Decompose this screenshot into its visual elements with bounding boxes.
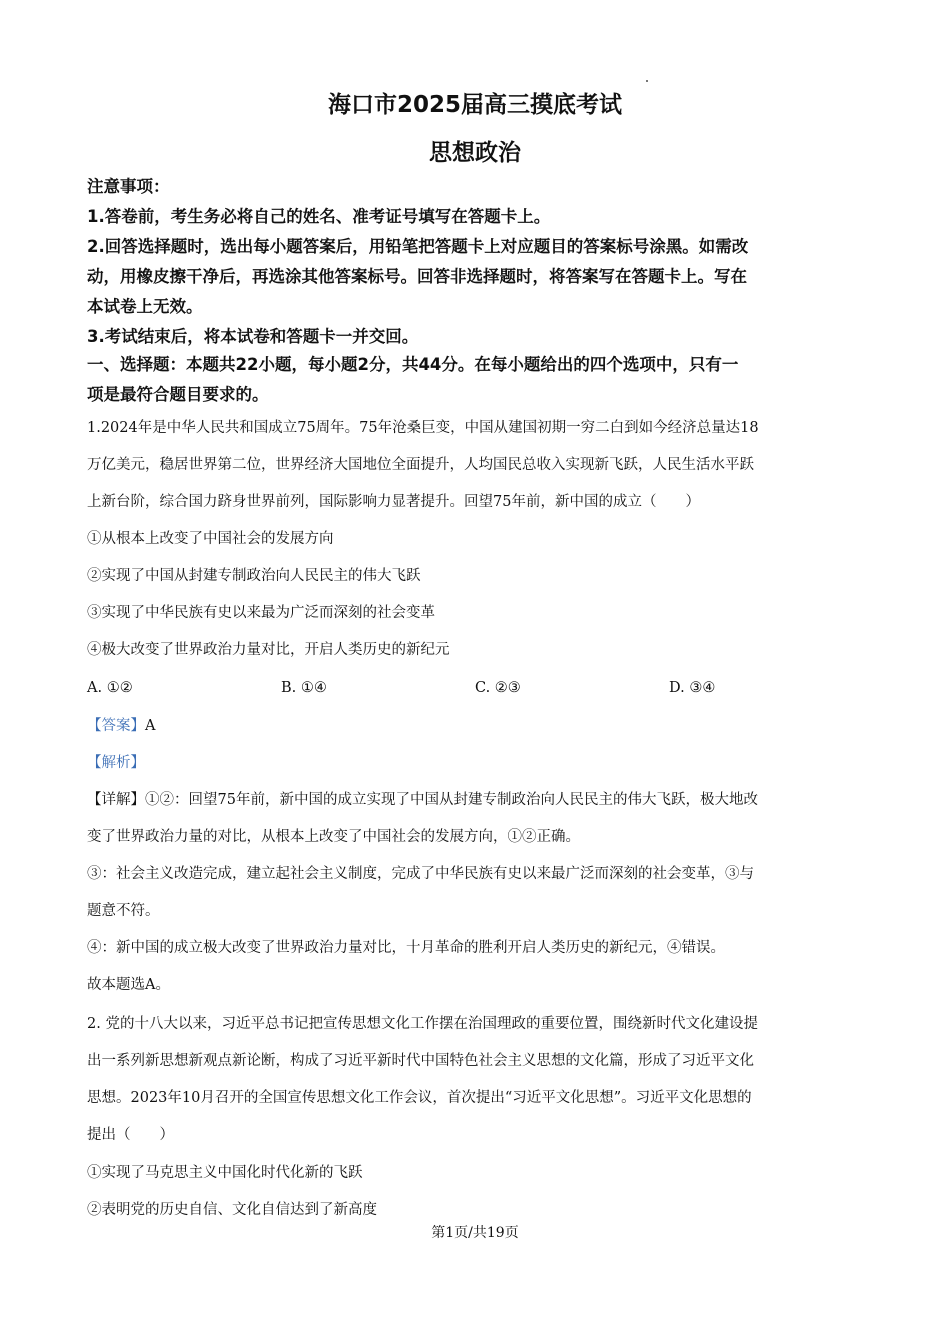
q1-detail-3: ③：社会主义改造完成，建立起社会主义制度，完成了中华民族有史以来最广泛而深刻的社会变革，③与 — [87, 866, 754, 882]
notice-item-2-cont: 动，用橡皮擦干净后，再选涂其他答案标号。回答非选择题时，将答案写在答题卡上。写在 — [87, 267, 747, 286]
notice-item-2: 2.回答选择题时，选出每小题答案后，用铅笔把答题卡上对应题目的答案标号涂黑。如需改 — [87, 237, 749, 256]
analysis-label: 【解析】 — [87, 755, 145, 771]
subject-title: 思想政治 — [429, 140, 521, 166]
q1-detail-1: 【详解】①②：回望75年前，新中国的成立实现了中国从封建专制政治向人民民主的伟大飞跃，极大地改 — [87, 792, 758, 808]
q1-detail-6: 故本题选A。 — [87, 977, 170, 993]
q1-detail-4: 题意不符。 — [87, 903, 160, 919]
scan-dot — [646, 80, 648, 82]
q1-option-b: B. ①④ — [281, 680, 327, 696]
q2-stem-line-1: 2. 党的十八大以来，习近平总书记把宣传思想文化工作摆在治国理政的重要位置，围绕新时代文化建设提 — [87, 1016, 758, 1032]
q2-statement-2: ②表明党的历史自信、文化自信达到了新高度 — [87, 1202, 377, 1218]
q2-stem-line-4: 提出（ ） — [87, 1127, 174, 1143]
q1-statement-1: ①从根本上改变了中国社会的发展方向 — [87, 531, 334, 547]
q1-detail-5: ④：新中国的成立极大改变了世界政治力量对比，十月革命的胜利开启人类历史的新纪元，④错误。 — [87, 940, 725, 956]
page-number: 第1页/共19页 — [431, 1225, 519, 1241]
q1-stem-line-1: 1.2024年是中华人民共和国成立75周年。75年沧桑巨变，中国从建国初期一穷二白到如今经济总量达18 — [87, 420, 759, 436]
q1-option-d: D. ③④ — [669, 680, 716, 696]
q2-stem-line-2: 出一系列新思想新观点新论断，构成了习近平新时代中国特色社会主义思想的文化篇，形成了习近平文化 — [87, 1053, 754, 1069]
q1-statement-3: ③实现了中华民族有史以来最为广泛而深刻的社会变革 — [87, 605, 435, 621]
q1-answer-line — [87, 708, 865, 745]
q2-stem-line-3: 思想。2023年10月召开的全国宣传思想文化工作会议，首次提出“习近平文化思想”。习近平文化思想的 — [87, 1090, 752, 1106]
section-heading: 一、选择题：本题共22小题，每小题2分，共44分。在每小题给出的四个选项中，只有一 — [87, 355, 739, 374]
q1-statement-4: ④极大改变了世界政治力量对比，开启人类历史的新纪元 — [87, 642, 450, 658]
notice-heading: 注意事项： — [87, 177, 170, 196]
answer-value: A — [145, 718, 156, 734]
q1-option-a: A. ①② — [87, 680, 133, 696]
q1-option-c: C. ②③ — [475, 680, 521, 696]
notice-item-3: 3.考试结束后，将本试卷和答题卡一并交回。 — [87, 327, 419, 346]
exam-title: 海口市2025届高三摸底考试 — [327, 92, 622, 118]
q1-stem-line-3: 上新台阶，综合国力跻身世界前列，国际影响力显著提升。回望75年前，新中国的成立（ ） — [87, 494, 700, 510]
q1-statement-2: ②实现了中国从封建专制政治向人民民主的伟大飞跃 — [87, 568, 421, 584]
q1-detail-2: 变了世界政治力量的对比，从根本上改变了中国社会的发展方向，①②正确。 — [87, 829, 580, 845]
q1-stem-line-2: 万亿美元，稳居世界第二位，世界经济大国地位全面提升，人均国民总收入实现新飞跃，人民生活水平跃 — [87, 457, 754, 473]
notice-item-1: 1.答卷前，考生务必将自己的姓名、准考证号填写在答题卡上。 — [87, 207, 551, 226]
answer-label: 【答案】 — [87, 718, 145, 734]
section-heading-cont: 项是最符合题目要求的。 — [87, 385, 269, 404]
q2-statement-1: ①实现了马克思主义中国化时代化新的飞跃 — [87, 1165, 363, 1181]
notice-item-2-end: 本试卷上无效。 — [87, 297, 203, 316]
